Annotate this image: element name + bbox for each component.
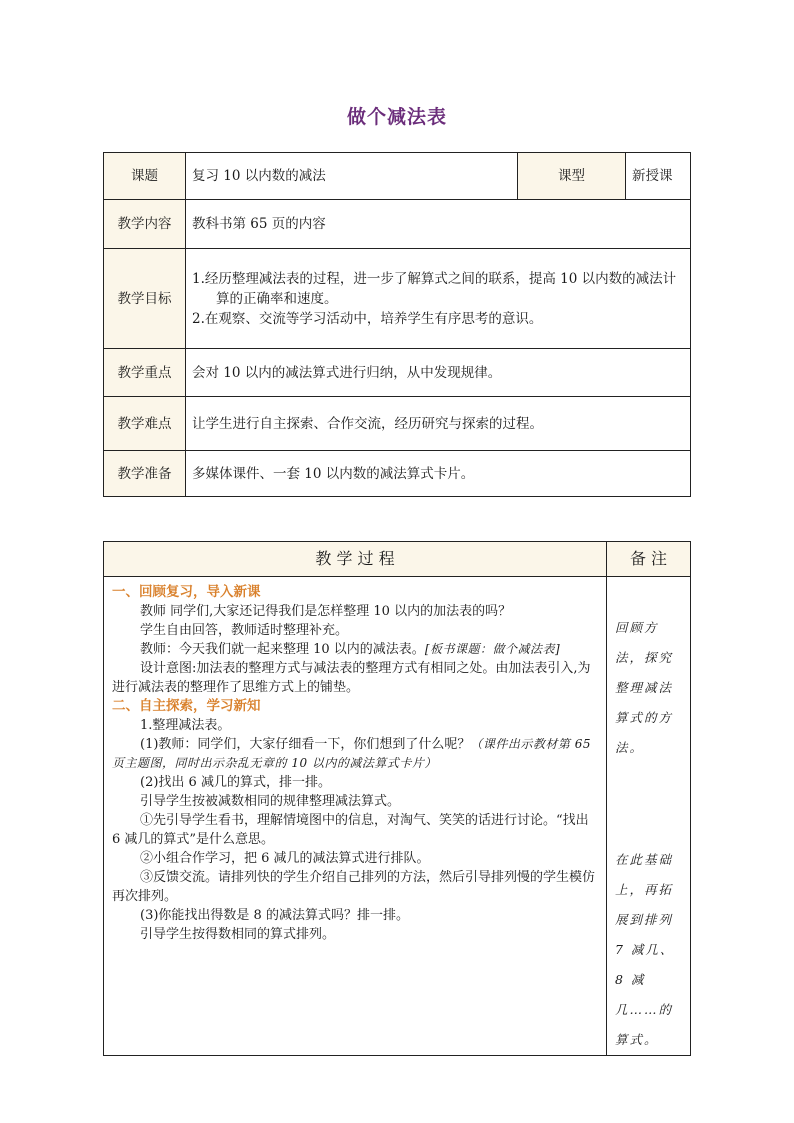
paragraph: ①先引导学生看书，理解情境图中的信息，对淘气、笑笑的话进行讨论。“找出 6 减几的算式”是什么意思。 [112, 813, 589, 847]
process-header: 教 学 过 程 [104, 542, 607, 577]
type-label: 课型 [518, 153, 626, 200]
section-review-heading: 一、回顾复习，导入新课 [112, 584, 261, 600]
paragraph: 引导学生按得数相同的算式排列。 [140, 927, 336, 942]
board-note: [板书课题：做个减法表] [424, 642, 561, 656]
process-header-row [104, 542, 691, 577]
topic-value: 复习 10 以内数的减法 [186, 153, 518, 200]
teaching-process-table [103, 541, 691, 1056]
paragraph: ②小组合作学习，把 6 减几的减法算式进行排队。 [140, 851, 430, 866]
paragraph: ③反馈交流。请排列快的学生介绍自己排列的方法，然后引导排列慢的学生模仿再次排列。 [112, 870, 596, 904]
key-label: 教学重点 [104, 349, 186, 397]
key-row [104, 349, 691, 397]
notes-header: 备 注 [607, 542, 691, 577]
teacher-line: 教师：今天我们就一起来整理 10 以内的减法表。 [140, 642, 425, 657]
paragraph: 设计意图:加法表的整理方式与减法表的整理方式有相同之处。由加法表引入,为进行减法表的整理作了思维方式上的铺垫。 [112, 661, 591, 695]
paragraph: 学生自由回答，教师适时整理补充。 [140, 623, 349, 638]
note-review-method: 回顾方法，探究整理减法算式的方法。 [615, 620, 674, 755]
paragraph: 引导学生按被减数相同的规律整理减法算式。 [140, 794, 401, 809]
prep-row [104, 451, 691, 497]
topic-row [104, 153, 691, 200]
topic-label: 课题 [104, 153, 186, 200]
goal-label: 教学目标 [104, 249, 186, 349]
difficulty-value: 让学生进行自主探索、合作交流，经历研究与探索的过程。 [186, 397, 691, 451]
difficulty-row [104, 397, 691, 451]
paragraph: 1.整理减法表。 [140, 718, 231, 733]
goal-item-1: 1.经历整理减法表的过程，进一步了解算式之间的联系，提高 10 以内数的减法计算的正确率和速度。 [192, 270, 677, 307]
content-row [104, 200, 691, 249]
paragraph: 教师 同学们,大家还记得我们是怎样整理 10 以内的加法表的吗？ [140, 604, 512, 619]
process-body [104, 577, 607, 1056]
prep-value: 多媒体课件、一套 10 以内数的减法算式卡片。 [186, 451, 691, 497]
difficulty-label: 教学难点 [104, 397, 186, 451]
key-value: 会对 10 以内的减法算式进行归纳，从中发现规律。 [186, 349, 691, 397]
goal-value [186, 249, 691, 349]
page-title: 做个减法表 [346, 106, 447, 128]
note-extension: 在此基础上，再拓展到排列 7 减几、8 减几……的算式。 [615, 852, 675, 1047]
notes-cell [607, 577, 691, 1056]
lesson-info-table [103, 152, 691, 497]
goal-row [104, 249, 691, 349]
teacher-question: (1)教师：同学们，大家仔细看一下，你们想到了什么呢？ [140, 737, 471, 752]
process-body-row [104, 577, 691, 1056]
type-value: 新授课 [626, 153, 691, 200]
paragraph [112, 640, 600, 659]
paragraph [112, 735, 600, 773]
content-value: 教科书第 65 页的内容 [186, 200, 691, 249]
prep-label: 教学准备 [104, 451, 186, 497]
section-explore-heading: 二、自主探索，学习新知 [112, 698, 261, 714]
paragraph: (2)找出 6 减几的算式，排一排。 [140, 775, 331, 790]
courseware-note: （课件出示教材第 65 页主题图，同时出示杂乱无章的 10 以内的减法算式卡片） [112, 737, 592, 770]
goal-item-2: 2.在观察、交流等学习活动中，培养学生有序思考的意识。 [192, 310, 543, 327]
paragraph: (3)你能找出得数是 8 的减法算式吗？排一排。 [140, 908, 409, 923]
content-label: 教学内容 [104, 200, 186, 249]
